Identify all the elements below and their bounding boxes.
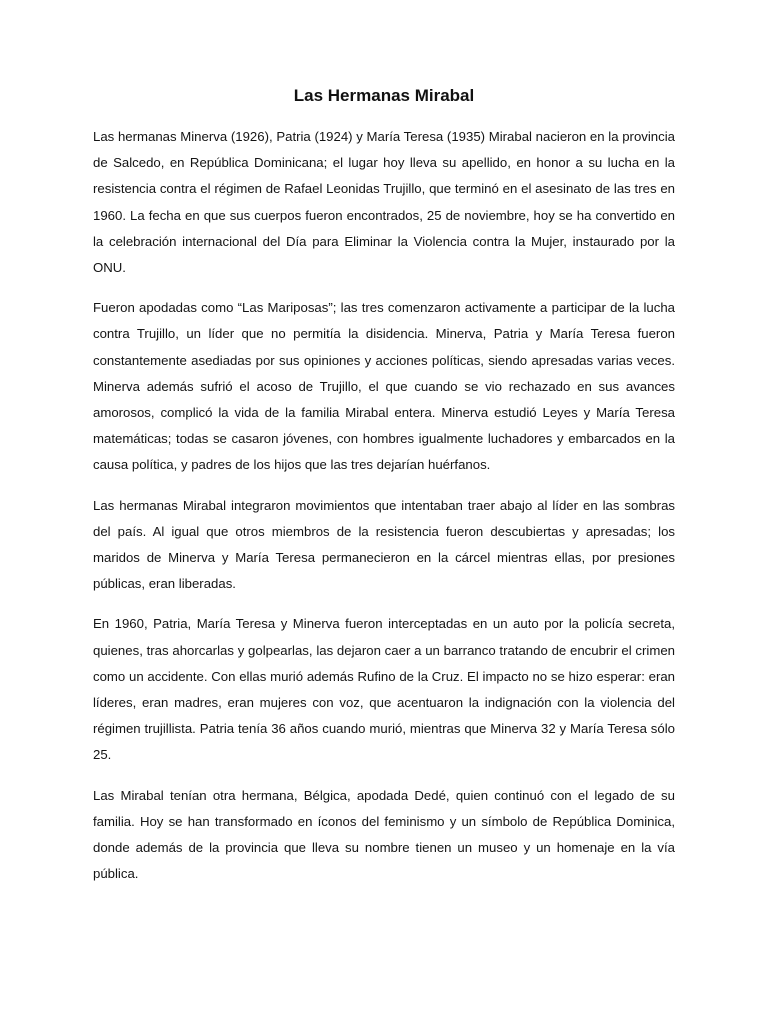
document-title: Las Hermanas Mirabal xyxy=(293,86,475,105)
paragraph-3: Las hermanas Mirabal integraron movimientos que intentaban traer abajo al líder en las sombras del país. Al igual que otros miembros de la resistencia fueron descubiertas y apresadas; los maridos de Minerva y María Teresa permanecieron en la cárcel mientras ellas, por presiones públicas, eran liberadas. xyxy=(93,497,675,592)
paragraph-1: Las hermanas Minerva (1926), Patria (1924) y María Teresa (1935) Mirabal nacieron en la provincia de Salcedo, en República Dominicana; el lugar hoy lleva su apellido, en honor a su lucha en la resistencia contra el régimen de Rafael Leonidas Trujillo, que terminó en el asesinato de las tres en 1960. La fecha en que sus cuerpos fueron encontrados, 25 de noviembre, hoy se ha convertido en la celebración internacional del Día para Eliminar la Violencia contra la Mujer, instaurado por la ONU. xyxy=(93,129,675,276)
paragraph-2: Fueron apodadas como “Las Mariposas”; las tres comenzaron activamente a participar de la lucha contra Trujillo, un líder que no permitía la disidencia. Minerva, Patria y María Teresa fueron constantemente asediadas por sus opiniones y acciones políticas, siendo apresadas varias veces. Minerva además sufrió el acoso de Trujillo, el que cuando se vio rechazado en sus avances amorosos, complicó la vida de la familia Mirabal entera. Minerva estudió Leyes y María Teresa matemáticas; todas se casaron jóvenes, con hombres igualmente luchadores y embarcados en la causa política, y padres de los hijos que las tres dejarían huérfanos. xyxy=(93,300,675,473)
paragraph-5: Las Mirabal tenían otra hermana, Bélgica, apodada Dedé, quien continuó con el legado de su familia. Hoy se han transformado en íconos del feminismo y un símbolo de República Dominica, donde además de la provincia que lleva su nombre tienen un museo y un homenaje en la vía pública. xyxy=(93,787,675,882)
document-page xyxy=(93,84,675,901)
paragraph-4: En 1960, Patria, María Teresa y Minerva fueron interceptadas en un auto por la policía secreta, quienes, tras ahorcarlas y golpearlas, las dejaron caer a un barranco tratando de encubrir el crimen como un accidente. Con ellas murió además Rufino de la Cruz. El impacto no se hizo esperar: eran líderes, eran madres, eran mujeres con voz, que acentuaron la indignación con la violencia del régimen trujillista. Patria tenía 36 años cuando murió, mientras que Minerva 32 y María Teresa sólo 25. xyxy=(93,616,675,763)
